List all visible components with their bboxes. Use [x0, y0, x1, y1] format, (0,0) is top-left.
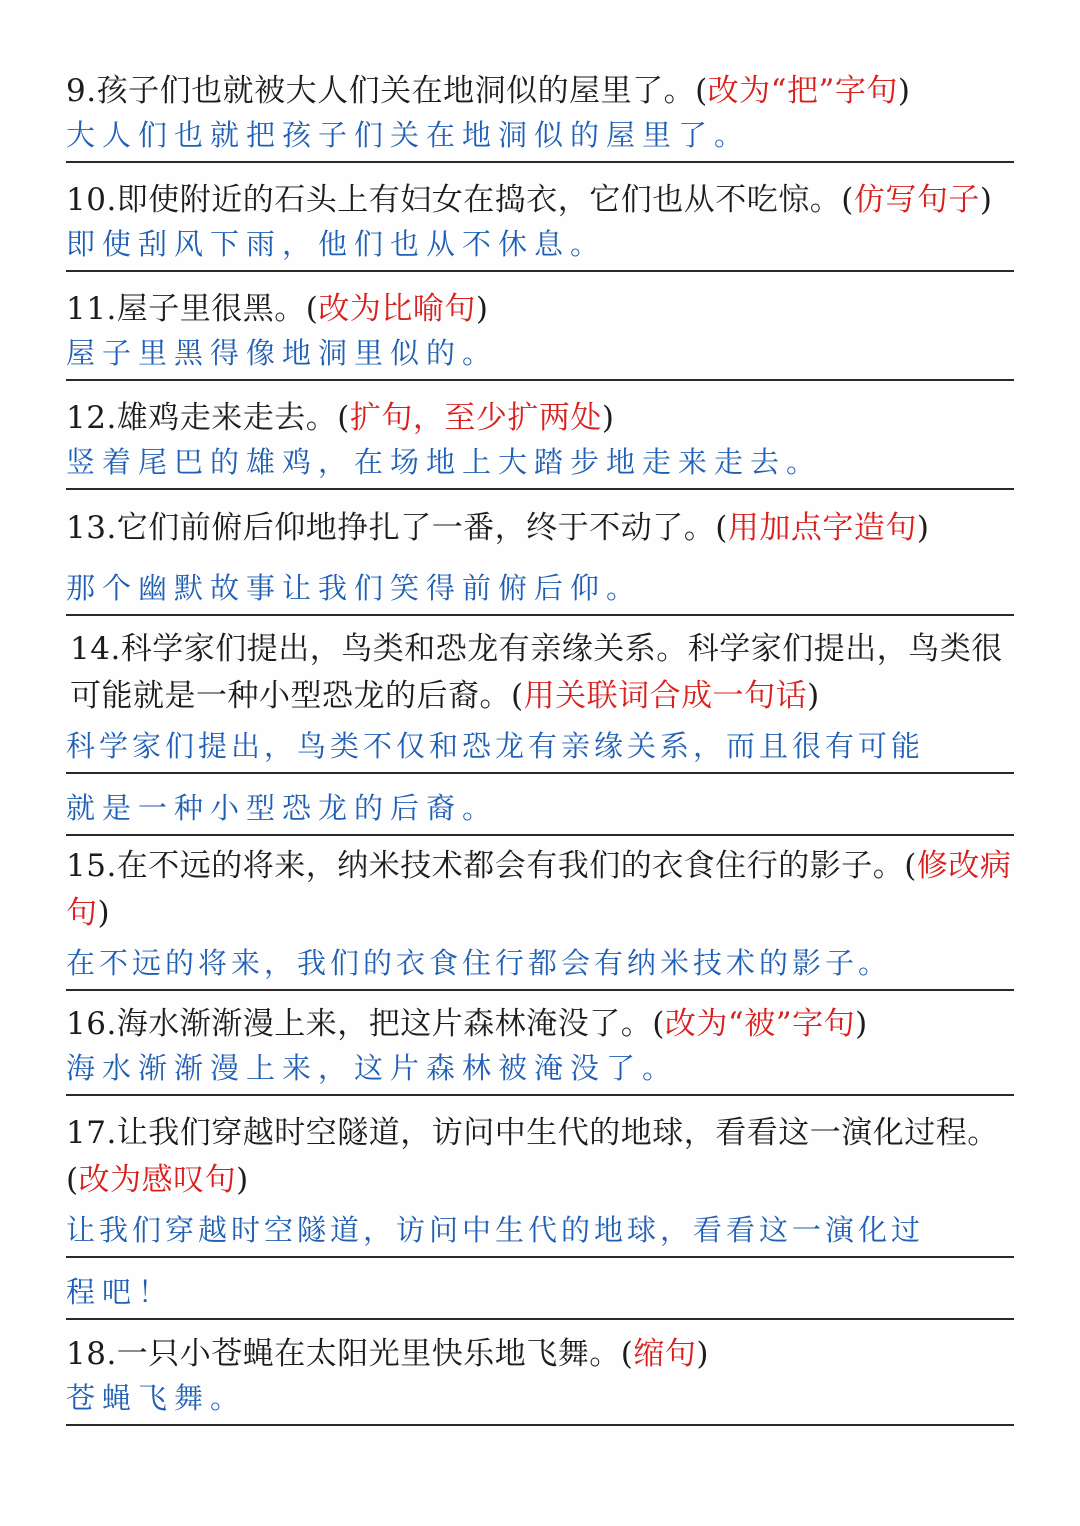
- answer-line: 那个幽默故事让我们笑得前俯后仰。: [66, 568, 1014, 616]
- question-text: 13.它们前俯后仰地挣扎了一番，终于不动了。(用加点字造句): [66, 510, 930, 546]
- task-instruction: 改为感叹句: [78, 1162, 237, 1198]
- exercise-item-18: [66, 1331, 1014, 1426]
- answer-line: 大人们也就把孩子们关在地洞似的屋里了。: [66, 115, 1014, 163]
- question-text: 14.科学家们提出，鸟类和恐龙有亲缘关系。科学家们提出，鸟类很可能就是一种小型恐龙的后裔。(用关联词合成一句话): [70, 631, 1003, 714]
- answer-line: 科学家们提出，鸟类不仅和恐龙有亲缘关系，而且很有可能: [66, 726, 1014, 774]
- question-text: 12.雄鸡走来走去。(扩句，至少扩两处): [66, 400, 615, 436]
- question-text: 18.一只小苍蝇在太阳光里快乐地飞舞。(缩句): [66, 1336, 710, 1372]
- task-instruction: 修改病句: [66, 848, 1012, 931]
- task-instruction: 用加点字造句: [727, 510, 917, 546]
- question-text: 15.在不远的将来，纳米技术都会有我们的衣食住行的影子。(修改病句): [66, 848, 1012, 931]
- task-instruction: 改为“把”字句: [707, 73, 898, 109]
- answer-line: 海水渐渐漫上来，这片森林被淹没了。: [66, 1048, 1014, 1096]
- task-instruction: 用关联词合成一句话: [523, 678, 808, 714]
- question-text: 10.即使附近的石头上有妇女在捣衣，它们也从不吃惊。(仿写句子): [66, 182, 993, 218]
- answer-line: 苍蝇飞舞。: [66, 1378, 1014, 1426]
- exercise-item-14: [66, 626, 1014, 836]
- task-instruction: 缩句: [633, 1336, 697, 1372]
- exercise-item-15: [66, 843, 1014, 991]
- answer-line: 在不远的将来，我们的衣食住行都会有纳米技术的影子。: [66, 943, 1014, 991]
- answer-line: 即使刮风下雨，他们也从不休息。: [66, 224, 1014, 272]
- exercise-item-10: [66, 177, 1014, 272]
- exercise-item-11: [66, 286, 1014, 381]
- task-instruction: 改为“被”字句: [664, 1006, 856, 1042]
- exercise-item-13: [66, 505, 1014, 616]
- answer-line: 程吧！: [66, 1272, 1014, 1320]
- answer-line: 竖着尾巴的雄鸡，在场地上大踏步地走来走去。: [66, 442, 1014, 490]
- answer-line: 屋子里黑得像地洞里似的。: [66, 333, 1014, 381]
- exercise-item-12: [66, 395, 1014, 490]
- exercise-item-16: [66, 1001, 1014, 1096]
- task-instruction: 扩句，至少扩两处: [349, 400, 602, 436]
- answer-line: 就是一种小型恐龙的后裔。: [66, 788, 1014, 836]
- question-text: 17.让我们穿越时空隧道，访问中生代的地球，看看这一演化过程。(改为感叹句): [66, 1115, 999, 1198]
- task-instruction: 仿写句子: [853, 182, 980, 218]
- question-text: 16.海水渐渐漫上来，把这片森林淹没了。(改为“被”字句): [66, 1006, 868, 1042]
- task-instruction: 改为比喻句: [318, 291, 476, 327]
- exercise-item-17: [66, 1110, 1014, 1320]
- question-text: 11.屋子里很黑。(改为比喻句): [66, 291, 489, 327]
- answer-line: 让我们穿越时空隧道，访问中生代的地球，看看这一演化过: [66, 1210, 1014, 1258]
- question-text: 9.孩子们也就被大人们关在地洞似的屋里了。(改为“把”字句): [66, 73, 911, 109]
- exercise-item-9: [66, 68, 1014, 163]
